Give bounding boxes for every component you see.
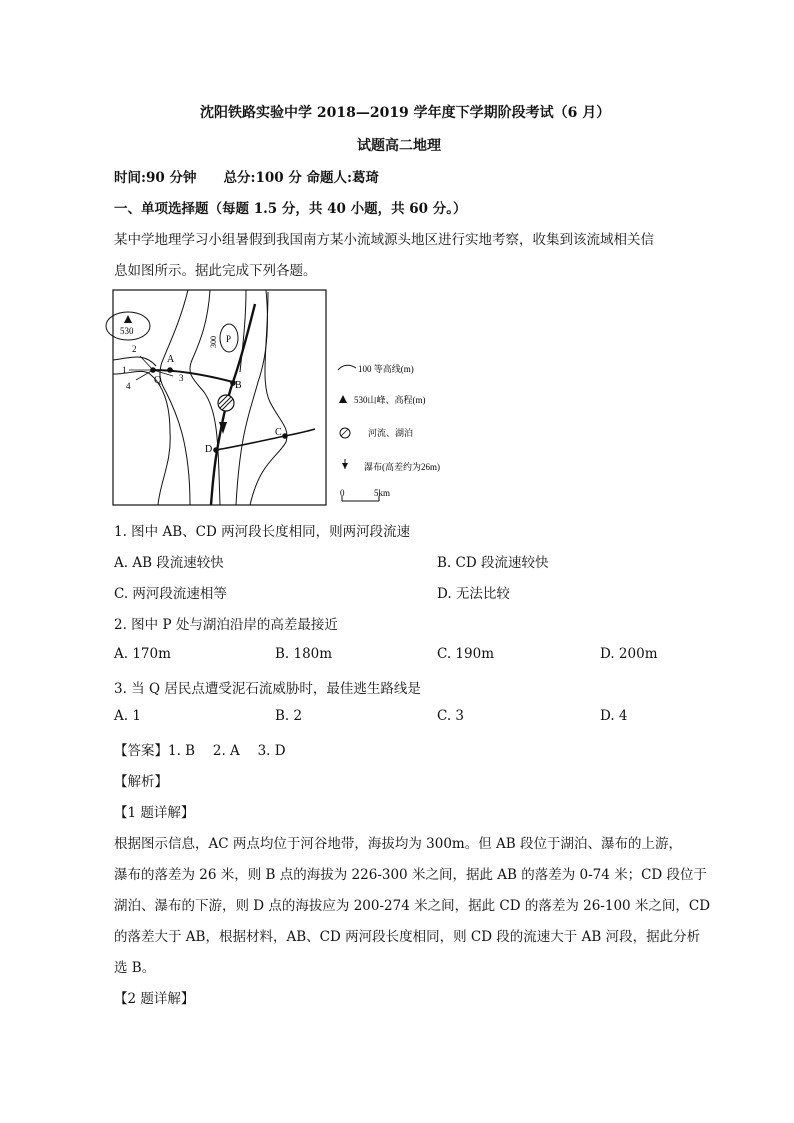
contour-line — [236, 290, 267, 505]
analysis-label: 【解析】 — [114, 774, 168, 790]
contour-line — [113, 357, 156, 366]
exam-subtitle: 试题高二地理 — [357, 138, 441, 154]
question-3-stem: 3. 当 Q 居民点遭受泥石流威胁时，最佳逃生路线是 — [114, 681, 421, 697]
question-1-option-d: D. 无法比较 — [437, 586, 510, 602]
question-1-option-b: B. CD 段流速较快 — [437, 555, 549, 571]
arrow-4-label: 4 — [126, 381, 131, 391]
question-2-option-c: C. 190m — [437, 646, 494, 662]
legend-peak: 530山峰、高程(m) — [354, 395, 426, 405]
legend-waterfall: 瀑布(高差约为26m) — [364, 462, 440, 472]
tributary-river — [153, 370, 233, 382]
question-3-option-a: A. 1 — [114, 708, 141, 724]
lake-marker: P — [226, 334, 232, 344]
contour-line — [113, 371, 170, 505]
legend-river-lake: 河流、湖泊 — [368, 428, 414, 438]
detail-1-line: 湖泊、瀑布的下游，则 D 点的海拔应为 200-274 米之间，据此 CD 的落差为 26-100 米之间，CD — [114, 898, 711, 914]
arrow-2-label: 2 — [132, 344, 137, 354]
question-1-option-a: A. AB 段流速较快 — [114, 555, 224, 571]
detail-1-line: 的落差大于 AB，根据材料，AB、CD 两河段长度相同，则 CD 段的流速大于 AB 河段，据此分析 — [114, 929, 701, 945]
question-1-option-c: C. 两河段流速相等 — [114, 586, 227, 602]
scale-0: 0 — [340, 488, 345, 498]
tributary-river — [216, 429, 315, 450]
legend-contour-icon — [338, 365, 356, 370]
detail-1-heading: 【1 题详解】 — [114, 805, 195, 821]
scale-5: 5km — [374, 488, 391, 498]
detail-2-heading: 【2 题详解】 — [114, 991, 195, 1007]
arrow-2 — [140, 356, 153, 370]
contour-map — [100, 282, 460, 512]
contour-line — [160, 290, 190, 505]
detail-1-line: 选 B。 — [114, 960, 156, 976]
exam-meta: 时间:90 分钟 总分:100 分 命题人:葛琦 — [114, 170, 380, 186]
detail-1-line: 瀑布的落差为 26 米，则 B 点的海拔为 226-300 米之间，据此 AB 的落差为 0-74 米；CD 段位于 — [114, 867, 708, 883]
question-2-option-a: A. 170m — [114, 646, 171, 662]
question-3-option-b: B. 2 — [275, 708, 303, 724]
peak-label: 530 — [120, 326, 134, 336]
point-c-label: C — [275, 427, 282, 438]
intro-line-1: 某中学地理学习小组暑假到我国南方某小流域源头地区进行实地考察，收集到该流域相关信 — [114, 232, 654, 248]
point-d-label: D — [205, 444, 213, 455]
answer-key: 【答案】1. B 2. A 3. D — [114, 743, 286, 759]
peak-icon — [124, 315, 132, 323]
legend-contour: 100 等高线(m) — [358, 364, 414, 374]
detail-1-line: 根据图示信息，AC 两点均位于河谷地带，海拔均为 300m。但 AB 段位于湖泊、瀑布的上游， — [114, 836, 682, 852]
exam-title: 沈阳铁路实验中学 2018—2019 学年度下学期阶段考试（6 月） — [200, 105, 611, 121]
point-a — [167, 367, 173, 373]
point-c — [282, 433, 288, 439]
question-2-stem: 2. 图中 P 处与湖泊沿岸的高差最接近 — [114, 617, 338, 633]
question-3-option-c: C. 3 — [437, 708, 465, 724]
contour-line — [250, 292, 287, 505]
point-d — [213, 447, 219, 453]
point-b-label: B — [235, 380, 242, 391]
contour-line — [190, 290, 220, 505]
point-q-label: Q — [154, 375, 162, 386]
contour-label: 300 — [209, 336, 218, 348]
point-a-label: A — [167, 354, 175, 365]
question-2-option-d: D. 200m — [600, 646, 658, 662]
section-heading: 一、单项选择题（每题 1.5 分，共 40 小题，共 60 分。） — [114, 201, 467, 217]
legend-peak-icon — [339, 395, 347, 403]
legend-lake-icon — [340, 428, 350, 438]
question-2-option-b: B. 180m — [275, 646, 333, 662]
question-3-option-d: D. 4 — [600, 708, 628, 724]
intro-line-2: 息如图所示。据此完成下列各题。 — [114, 263, 317, 279]
arrow-3-label: 3 — [179, 373, 184, 383]
arrow-1-label: 1 — [122, 365, 127, 375]
question-1-stem: 1. 图中 AB、CD 两河段长度相同，则两河段流速 — [114, 524, 411, 540]
